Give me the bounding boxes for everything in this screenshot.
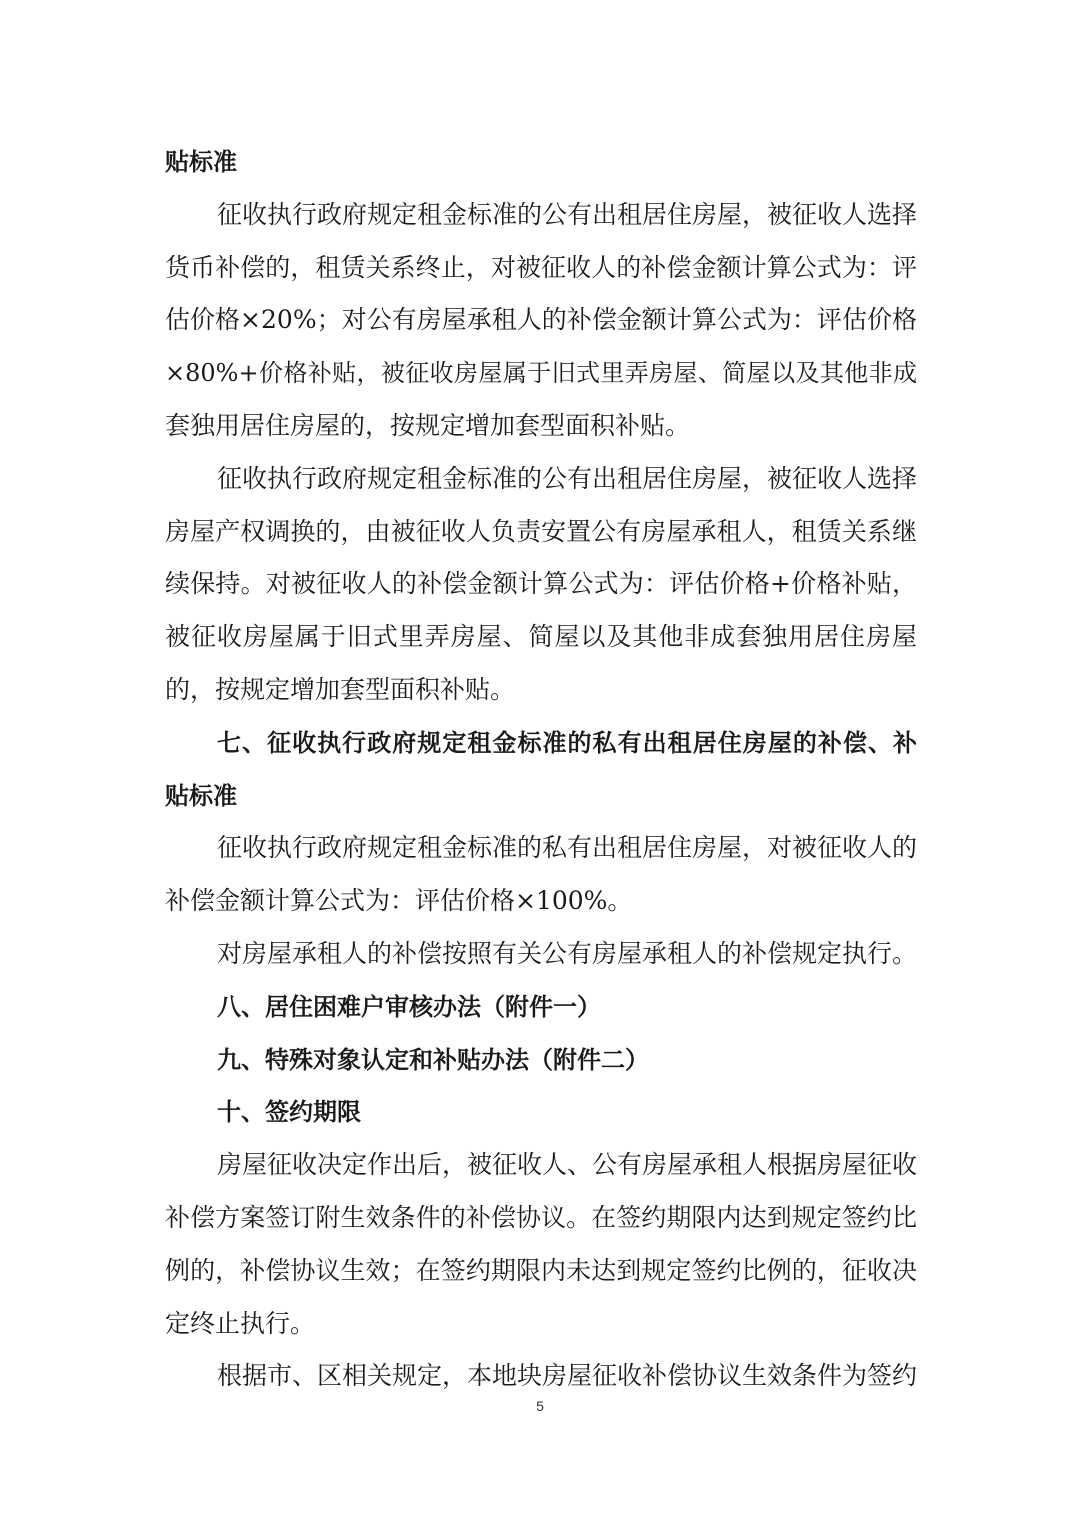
paragraph-line: 定终止执行。 bbox=[165, 1308, 316, 1338]
paragraph-line: 根据市、区相关规定，本地块房屋征收补偿协议生效条件为签约 bbox=[217, 1361, 918, 1391]
paragraph-line: 补偿方案签订附生效条件的补偿协议。在签约期限内达到规定签约比 bbox=[165, 1202, 917, 1232]
paragraph-line: 被征收房屋属于旧式里弄房屋、简屋以及其他非成套独用居住房屋 bbox=[165, 622, 917, 652]
section-heading-7: 七、征收执行政府规定租金标准的私有出租居住房屋的补偿、补 bbox=[217, 728, 917, 757]
paragraph-line: 征收执行政府规定租金标准的公有出租居住房屋，被征收人选择 bbox=[217, 463, 918, 493]
paragraph-line: 对房屋承租人的补偿按照有关公有房屋承租人的补偿规定执行。 bbox=[217, 938, 918, 968]
document-page bbox=[165, 136, 917, 1403]
paragraph-line: ×80%+价格补贴，被征收房屋属于旧式里弄房屋、简屋以及其他非成 bbox=[165, 359, 917, 388]
paragraph-line: 货币补偿的，租赁关系终止，对被征收人的补偿金额计算公式为：评 bbox=[165, 252, 917, 282]
section-heading-continued: 贴标准 bbox=[165, 148, 237, 176]
paragraph-line: 套独用居住房屋的，按规定增加套型面积补贴。 bbox=[165, 410, 691, 440]
page-number: 5 bbox=[536, 1398, 544, 1414]
section-heading-8: 八、居住困难户审核办法（附件一） bbox=[217, 992, 601, 1021]
section-heading-10: 十、签约期限 bbox=[217, 1098, 361, 1127]
paragraph-line: 征收执行政府规定租金标准的公有出租居住房屋，被征收人选择 bbox=[217, 199, 918, 229]
section-heading-9: 九、特殊对象认定和补贴办法（附件二） bbox=[217, 1045, 649, 1074]
paragraph-line: 例的，补偿协议生效；在签约期限内未达到规定签约比例的，征收决 bbox=[165, 1255, 917, 1285]
paragraph-line: 估价格×20%；对公有房屋承租人的补偿金额计算公式为：评估价格 bbox=[165, 305, 917, 335]
paragraph-line: 房屋产权调换的，由被征收人负责安置公有房屋承租人，租赁关系继 bbox=[165, 516, 917, 546]
paragraph-line: 征收执行政府规定租金标准的私有出租居住房屋，对被征收人的 bbox=[217, 833, 918, 863]
paragraph-line: 房屋征收决定作出后，被征收人、公有房屋承租人根据房屋征收 bbox=[217, 1150, 918, 1180]
paragraph-line: 补偿金额计算公式为：评估价格×100%。 bbox=[165, 886, 633, 916]
paragraph-line: 的，按规定增加套型面积补贴。 bbox=[165, 674, 516, 704]
section-heading-7-continued: 贴标准 bbox=[165, 781, 237, 810]
paragraph-line: 续保持。对被征收人的补偿金额计算公式为：评估价格+价格补贴， bbox=[165, 569, 917, 599]
